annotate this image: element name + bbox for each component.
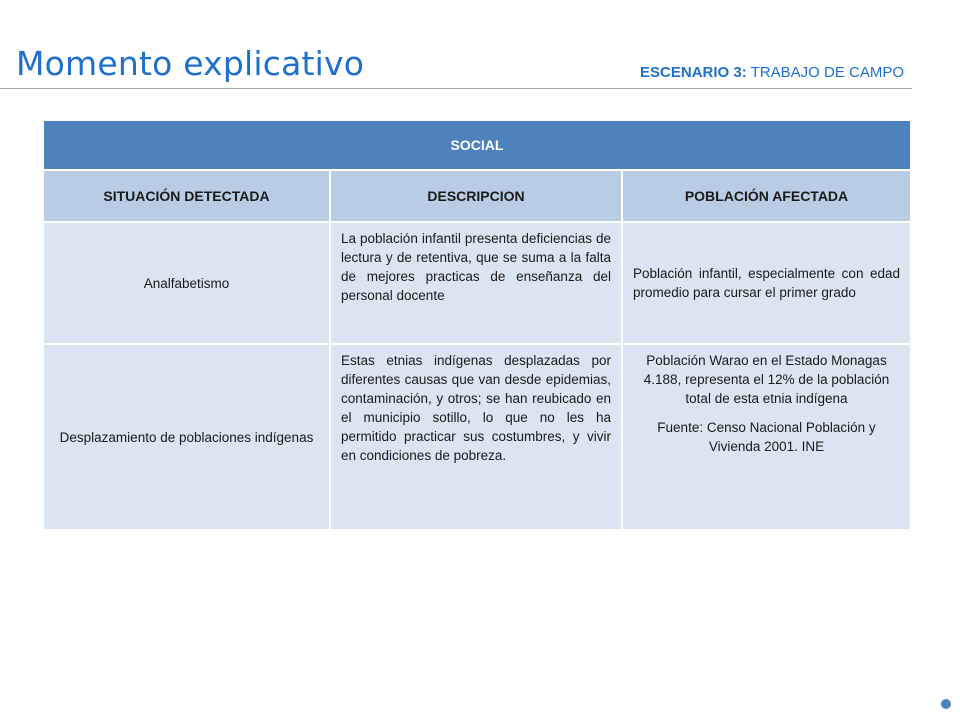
scenario-label xyxy=(640,64,904,81)
column-header-description: DESCRIPCION xyxy=(330,170,622,222)
affected-source: Fuente: Censo Nacional Población y Vivienda 2001. INE xyxy=(657,420,876,454)
table-section-header xyxy=(43,120,911,170)
table-row xyxy=(43,344,911,530)
slide-marker-dot xyxy=(941,699,951,709)
column-header-affected: POBLACIÓN AFECTADA xyxy=(622,170,911,222)
social-table xyxy=(42,119,912,531)
table-column-headers xyxy=(43,170,911,222)
scenario-prefix: ESCENARIO 3: xyxy=(640,64,747,81)
affected-cell: Población infantil, especialmente con edad promedio para cursar el primer grado xyxy=(622,222,911,344)
description-cell: Estas etnias indígenas desplazadas por diferentes causas que van desde epidemias, contaminación, y otros; se han reubicado en el municipio sotillo, lo que no les ha permitido practicar sus costumbres, y vivir en condiciones de pobreza. xyxy=(330,344,622,530)
affected-text: Población Warao en el Estado Monagas 4.188, representa el 12% de la población total de esta etnia indígena xyxy=(643,353,890,406)
page-title: Momento explicativo xyxy=(16,44,365,83)
column-header-situation: SITUACIÓN DETECTADA xyxy=(43,170,330,222)
header-divider xyxy=(0,88,912,89)
situation-cell: Desplazamiento de poblaciones indígenas xyxy=(43,344,330,530)
situation-cell: Analfabetismo xyxy=(43,222,330,344)
section-title: SOCIAL xyxy=(43,120,911,170)
scenario-value: TRABAJO DE CAMPO xyxy=(750,64,904,81)
affected-cell xyxy=(622,344,911,530)
table-row xyxy=(43,222,911,344)
description-cell: La población infantil presenta deficiencias de lectura y de retentiva, que se suma a la falta de mejores practicas de enseñanza del personal docente xyxy=(330,222,622,344)
